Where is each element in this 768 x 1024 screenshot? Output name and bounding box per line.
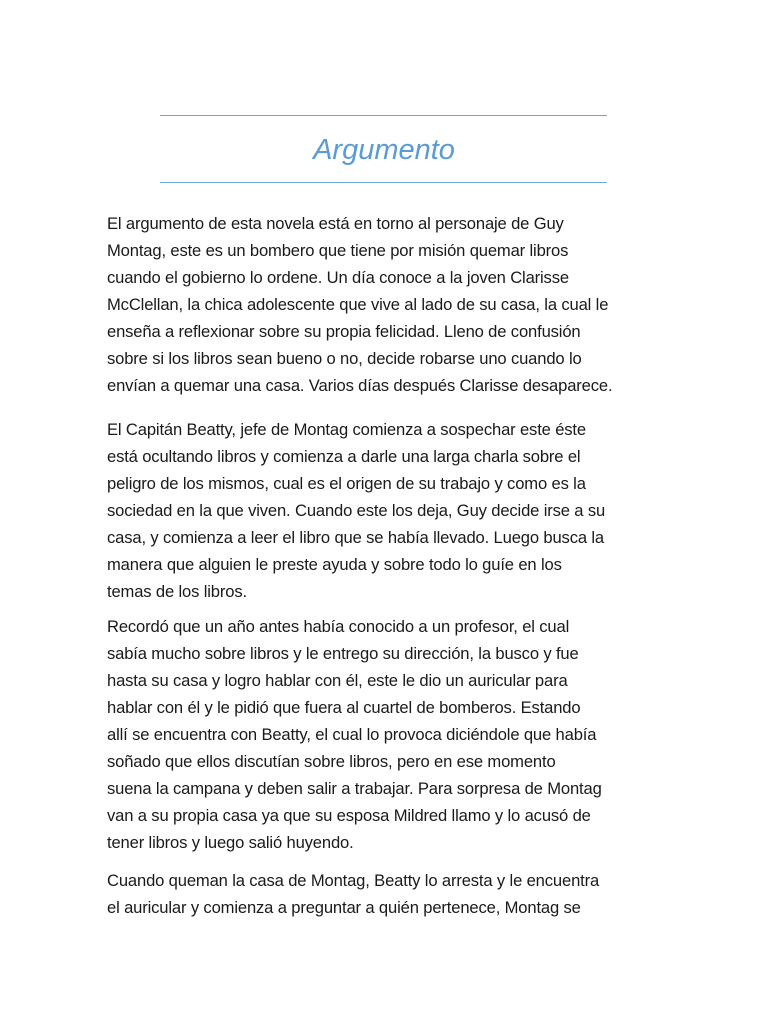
text-line: hablar con él y le pidió que fuera al cuartel de bomberos. Estando bbox=[107, 698, 581, 717]
page-title: Argumento bbox=[313, 134, 455, 166]
text-line: hasta su casa y logro hablar con él, este le dio un auricular para bbox=[107, 671, 568, 690]
text-line: peligro de los mismos, cual es el origen de su trabajo y como es la bbox=[107, 474, 586, 493]
text-line: Montag, este es un bombero que tiene por misión quemar libros bbox=[107, 241, 569, 260]
text-line: McClellan, la chica adolescente que vive al lado de su casa, la cual le bbox=[107, 295, 609, 314]
text-line: casa, y comienza a leer el libro que se había llevado. Luego busca la bbox=[107, 528, 604, 547]
title-bottom-rule bbox=[160, 182, 607, 183]
text-line: Cuando queman la casa de Montag, Beatty lo arresta y le encuentra bbox=[107, 871, 600, 890]
paragraph-3 bbox=[107, 613, 687, 856]
paragraph-2 bbox=[107, 416, 687, 605]
text-line: enseña a reflexionar sobre su propia felicidad. Lleno de confusión bbox=[107, 322, 581, 341]
text-line: sabía mucho sobre libros y le entrego su dirección, la busco y fue bbox=[107, 644, 579, 663]
text-line: Recordó que un año antes había conocido a un profesor, el cual bbox=[107, 617, 570, 636]
text-line: suena la campana y deben salir a trabajar. Para sorpresa de Montag bbox=[107, 779, 602, 798]
paragraph-1 bbox=[107, 210, 687, 399]
text-line: envían a quemar una casa. Varios días después Clarisse desaparece. bbox=[107, 376, 613, 395]
text-line: El Capitán Beatty, jefe de Montag comienza a sospechar este éste bbox=[107, 420, 586, 439]
title-top-rule bbox=[160, 115, 607, 116]
text-line: cuando el gobierno lo ordene. Un día conoce a la joven Clarisse bbox=[107, 268, 569, 287]
text-line: El argumento de esta novela está en torno al personaje de Guy bbox=[107, 214, 564, 233]
text-line: van a su propia casa ya que su esposa Mildred llamo y lo acusó de bbox=[107, 806, 591, 825]
text-line: soñado que ellos discutían sobre libros, pero en ese momento bbox=[107, 752, 556, 771]
text-line: está ocultando libros y comienza a darle una larga charla sobre el bbox=[107, 447, 581, 466]
text-line: temas de los libros. bbox=[107, 582, 247, 601]
text-line: manera que alguien le preste ayuda y sobre todo lo guíe en los bbox=[107, 555, 562, 574]
text-line: sobre si los libros sean bueno o no, decide robarse uno cuando lo bbox=[107, 349, 582, 368]
paragraph-4 bbox=[107, 867, 687, 921]
text-line: allí se encuentra con Beatty, el cual lo provoca diciéndole que había bbox=[107, 725, 597, 744]
text-line: el auricular y comienza a preguntar a quién pertenece, Montag se bbox=[107, 898, 581, 917]
text-line: tener libros y luego salió huyendo. bbox=[107, 833, 354, 852]
text-line: sociedad en la que viven. Cuando este los deja, Guy decide irse a su bbox=[107, 501, 606, 520]
